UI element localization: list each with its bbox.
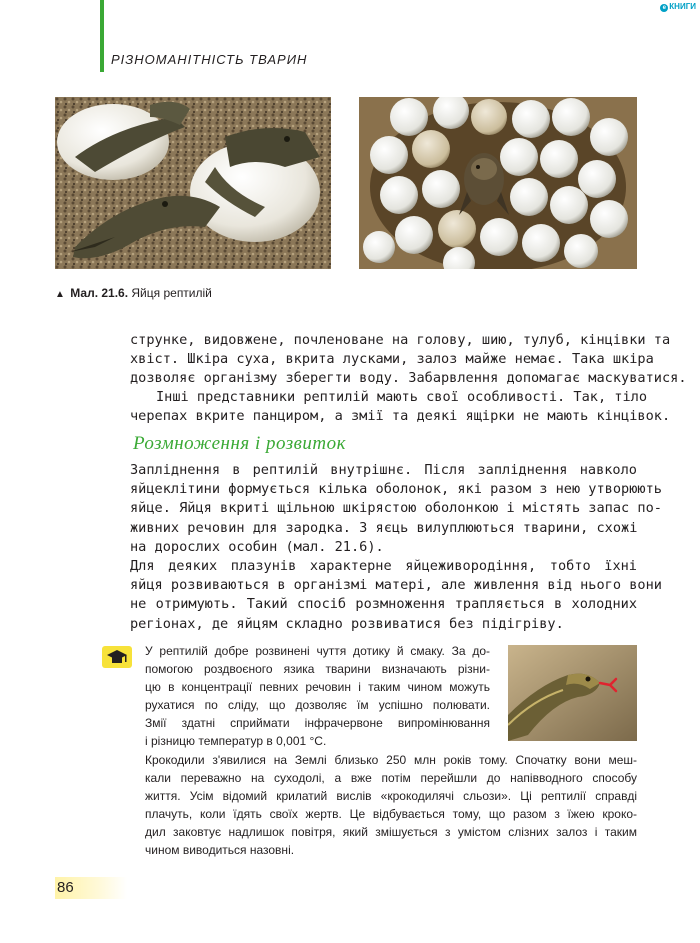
text-line: життя. Усім відомий крилатий вислів «крокодилячі сльози». Ці рептилії справді xyxy=(145,789,637,803)
paragraph-other-reptiles xyxy=(130,388,671,426)
page-number: 86 xyxy=(55,877,127,899)
logo-text: КНИГИ xyxy=(669,2,696,11)
publisher-logo xyxy=(660,2,696,12)
text-line: яйцеклітини формується кілька оболонок, які разом з нею утворюють xyxy=(130,481,662,498)
text-line: струнке, видовжене, почленоване на голову, шию, тулуб, кінцівки та xyxy=(130,332,671,348)
text-line: на дорослих особин (мал. 21.6). xyxy=(130,538,384,555)
text-line: Змії здатні сприймати інфрачервоне випромінювання xyxy=(145,716,490,730)
crocodile-hatchlings-photo xyxy=(55,97,331,269)
paragraph-ovoviviparity xyxy=(130,557,662,634)
text-line: і різницю температур в 0,001 °С. xyxy=(145,734,327,748)
figure-caption xyxy=(55,286,212,300)
text-line: дозволяє організму зберегти воду. Забарвлення допомагає маскуватися. xyxy=(130,370,687,387)
text-line: регіонах, де яйцям складно розвиватися без підігріву. xyxy=(130,615,564,632)
text-line: Для деяких плазунів характерне яйцеживородіння, тобто їхні xyxy=(130,558,637,574)
caption-triangle-icon: ▲ xyxy=(55,289,65,300)
caption-label: Мал. 21.6. xyxy=(70,286,129,300)
header-accent-bar xyxy=(100,0,104,72)
text-line: Крокодили з'явилися на Землі близько 250 млн років тому. Спочатку вони меш- xyxy=(145,753,637,767)
text-line: черепах вкрите панциром, а змії та деякі ящірки не мають кінцівок. xyxy=(130,408,671,425)
info-block-senses xyxy=(145,642,490,750)
text-line: помогою роздвоєного язика тварини визначають різни- xyxy=(145,662,490,676)
turtle-eggs-photo xyxy=(359,97,637,269)
text-line: рухатися по сліду, що дозволяє їм успішно полювати. xyxy=(145,698,490,712)
text-line: Інші представники рептилій мають свої особливості. Так, тіло xyxy=(156,389,648,405)
did-you-know-icon xyxy=(102,644,132,670)
text-line: Запліднення в рептилій внутрішнє. Після запліднення навколо xyxy=(130,462,637,478)
text-line: яйце. Яйця вкриті щільною шкірястою оболонкою і містять запас по- xyxy=(130,500,662,517)
text-line: хвіст. Шкіра суха, вкрита лусками, залоз майже немає. Така шкіра xyxy=(130,351,654,368)
text-line: цю в концентрації певних речовин і таким чином можуть xyxy=(145,680,490,694)
subheading-reproduction: Розмноження і розвиток xyxy=(133,433,347,454)
text-line: плачуть, коли їдять своїх жертв. Це відбувається тому, що разом з їжею кроко- xyxy=(145,807,637,821)
paragraph-fertilization xyxy=(130,461,662,557)
paragraph-body-description xyxy=(130,331,687,389)
text-line: У рептилій добре розвинені чуття дотику й смаку. За до- xyxy=(145,644,490,658)
caption-text: Яйця рептилій xyxy=(131,286,212,300)
logo-mark-icon: e xyxy=(660,4,668,12)
text-line: дил заковтує надлишок повітря, який змішується з умістом слізних залоз і таким xyxy=(145,825,637,839)
snake-tongue-photo xyxy=(508,645,637,741)
text-line: кали переважно на суходолі, а вже потім перейшли до напівводного способу xyxy=(145,771,637,785)
section-title: РІЗНОМАНІТНІСТЬ ТВАРИН xyxy=(111,52,308,67)
text-line: чином виводиться назовні. xyxy=(145,843,295,857)
text-line: яйця розвиваються в організмі матері, але живлення від нього вони xyxy=(130,577,662,594)
info-block-crocodiles xyxy=(145,751,637,859)
text-line: живних речовин для зародка. З яєць вилуплюються тварини, схожі xyxy=(130,519,638,536)
text-line: не отримують. Такий спосіб розмноження трапляється в холодних xyxy=(130,596,637,613)
